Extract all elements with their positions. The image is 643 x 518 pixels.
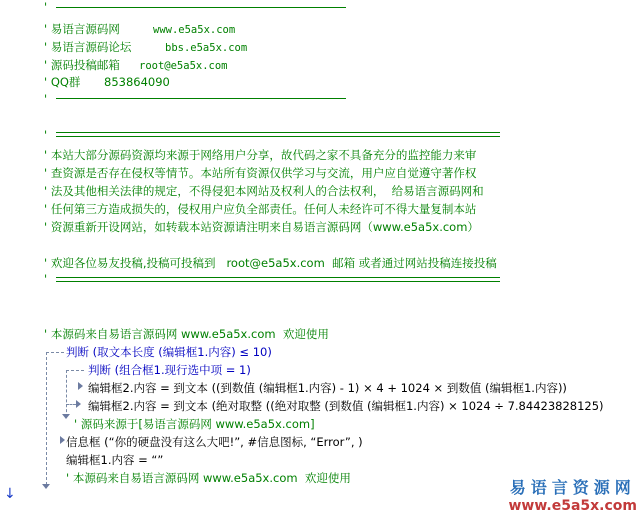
watermark bbox=[508, 475, 637, 514]
if-statement[interactable]: 判断 (取文本长度 (编辑框1.内容) ≤ 10) bbox=[66, 345, 272, 359]
header-line: ' QQ群 bbox=[44, 75, 81, 89]
flow-guide bbox=[66, 404, 76, 405]
disclaimer-line: ' 资源重新开设网站，如转载本站资源请注明来自易语言源码网（www.e5a5x.com） bbox=[44, 220, 479, 234]
disclaimer-line: ' 查资源是否存在侵权等情节。本站所有资源仅供学习与交流，用户应自觉遵守著作权 bbox=[44, 166, 477, 180]
flow-arrow-down-icon bbox=[62, 414, 70, 419]
comment-marker: ' bbox=[44, 272, 48, 286]
msgbox-statement[interactable]: 信息框 (“你的硬盘没有这么大吧!”, #信息图标, “Error”, ) bbox=[66, 435, 363, 449]
disclaimer-line: ' 法及其他相关法律的规定，不得侵犯本网站及权利人的合法权利， 给易语言源码网和 bbox=[44, 184, 484, 198]
flow-arrow-right-icon bbox=[76, 400, 81, 408]
comment-marker: ' bbox=[44, 128, 48, 142]
header-value: www.e5a5x.com bbox=[153, 24, 236, 36]
end-comment[interactable]: ' 本源码来自易语言源码网 www.e5a5x.com 欢迎使用 bbox=[66, 471, 351, 485]
flow-arrow-right-icon bbox=[78, 382, 83, 390]
watermark-url: www.e5a5x.com bbox=[508, 498, 637, 514]
header-label: 易语言源码网 bbox=[50, 22, 120, 36]
source-comment[interactable]: ' 源码来源于[易语言源码网 www.e5a5x.com] bbox=[74, 417, 315, 431]
watermark-title: 易语言资源网 bbox=[509, 478, 636, 497]
welcome-line: ' 欢迎各位易友投稿,投稿可投稿到 root@e5a5x.com 邮箱 或者通过网站投稿连接投稿 bbox=[44, 256, 497, 270]
header-line: ' 源码投稿邮箱 bbox=[44, 58, 120, 72]
flow-guide bbox=[46, 352, 47, 485]
header-value: 853864090 bbox=[104, 75, 170, 89]
down-arrow-icon: ↓ bbox=[4, 486, 16, 502]
disclaimer-line: ' 本站大部分源码资源均来源于网络用户分享，故代码之家不具备充分的监控能力来审 bbox=[44, 148, 477, 162]
double-separator bbox=[56, 277, 500, 282]
assign-statement[interactable]: 编辑框2.内容 = 到文本 (绝对取整 ((绝对取整 (到数值 (编辑框1.内容) × 1024 ÷ 7.84423828125) bbox=[88, 399, 604, 413]
header-line: ' 易语言源码论坛 bbox=[44, 40, 132, 54]
header-label: QQ群 bbox=[50, 75, 81, 89]
flow-arrow-right-icon bbox=[60, 436, 65, 444]
flow-guide bbox=[46, 352, 64, 353]
header-line: ' 易语言源码网 bbox=[44, 22, 120, 36]
comment-marker: ' bbox=[44, 92, 48, 106]
disclaimer-line: ' 任何第三方造成损失的，侵权用户应负全部责任。任何人未经许可不得大量复制本站 bbox=[44, 202, 477, 216]
comment-marker: ' bbox=[44, 0, 48, 14]
header-value: root@e5a5x.com bbox=[139, 60, 228, 72]
clear-statement[interactable]: 编辑框1.内容 = “” bbox=[66, 453, 164, 467]
separator-line bbox=[56, 98, 346, 99]
inner-if-statement[interactable]: 判断 (组合框1.现行选中项 = 1) bbox=[88, 363, 251, 377]
header-label: 易语言源码论坛 bbox=[50, 40, 132, 54]
header-value: bbs.e5a5x.com bbox=[165, 42, 248, 54]
flow-arrow-down-icon bbox=[42, 484, 50, 489]
source-comment[interactable]: ' 本源码来自易语言源码网 www.e5a5x.com 欢迎使用 bbox=[44, 327, 329, 341]
separator-line bbox=[56, 7, 346, 8]
flow-guide bbox=[66, 370, 84, 371]
assign-statement[interactable]: 编辑框2.内容 = 到文本 ((到数值 (编辑框1.内容) - 1) × 4 + 1024 × 到数值 (编辑框1.内容)) bbox=[88, 381, 567, 395]
header-label: 源码投稿邮箱 bbox=[50, 58, 120, 72]
double-separator bbox=[56, 132, 500, 137]
flow-guide bbox=[66, 370, 67, 417]
